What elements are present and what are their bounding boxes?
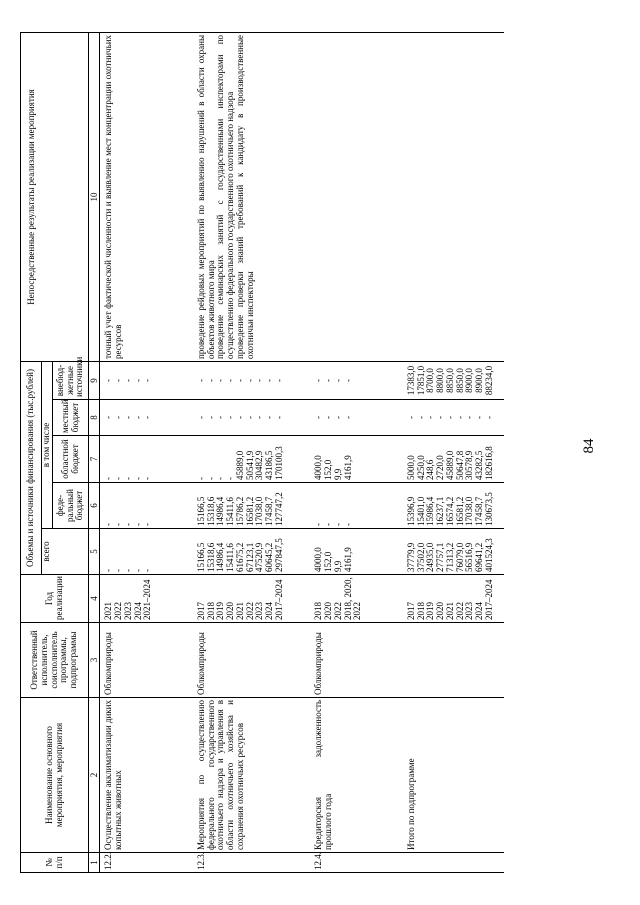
total-cell-value: - [142,569,153,572]
offbudget-cell-value: - [103,378,114,382]
measure-name [300,698,393,853]
header-incl: в том числе [42,361,53,528]
header-regional: областной бюджет [53,436,89,483]
measure-name-text: Осуществление акклиматизации диких копытных животных [103,700,124,850]
offbudget-cell-value: - [132,378,143,382]
local-cell-value: - [205,416,216,419]
local-cell-value: - [132,416,143,419]
offbudget-cell-value: - [273,378,284,382]
column-number: 5 [89,529,100,575]
header-offbudget: внебюд-жетные источники [53,361,89,399]
column-number: 1 [89,853,100,873]
regional-cell-value: 45889,0 [234,450,245,480]
local-cell [300,400,393,436]
table-row [393,32,504,872]
header-num: № п/п [21,853,89,873]
local-cell-value: - [454,416,465,419]
local-cell-value: - [323,416,334,419]
page-number: 84 [581,438,597,454]
result-item: проведение семинарских занятий с государственными инспекторами по осуществлению федерального государственного охотничьего надзора [215,34,236,359]
local-cell-value: - [406,416,416,419]
federal-cell-value: 15411,6 [225,497,236,526]
year-cell [300,575,393,623]
offbudget-cell-value: 8700,0 [425,368,436,393]
regional-cell-value: 248,6 [425,459,436,480]
total-cell-value: 71313,2 [444,542,455,572]
total-cell-value: 9,9 [332,560,343,572]
total-cell-value: - [113,569,124,572]
header-results: Непосредственные результаты реализации мероприятия [21,32,89,361]
row-number: 12.2. [100,853,183,873]
year-cell-value: 2022 [332,602,343,620]
offbudget-cell-value: - [234,378,245,382]
local-cell-value: - [444,416,455,419]
column-number: 4 [89,575,100,623]
column-number: 2 [89,698,100,853]
header-name: Наименование основного мероприятия, мероприятия [21,698,89,853]
federal-cell-value: - [323,523,334,526]
local-cell-value: - [122,416,133,419]
year-cell-value: 2024 [263,602,274,620]
offbudget-cell [393,361,504,399]
year-cell-value: 2023 [464,602,475,620]
total-cell-value: 60645,2 [263,542,274,572]
measure-name [183,698,300,853]
regional-cell-value: 9,9 [332,468,343,480]
federal-cell [100,483,183,529]
year-cell-value: 2019 [215,602,226,620]
offbudget-cell-value: - [323,378,334,382]
column-number: 7 [89,436,100,483]
rotated-page [20,33,494,873]
regional-cell-value: - [215,477,226,480]
regional-cell-value: - [205,477,216,480]
table-row [183,32,300,872]
regional-cell-value: 4250,0 [415,455,426,480]
offbudget-cell-value: - [254,378,265,382]
federal-cell-value: 17038,0 [464,496,475,526]
total-cell-value: 15318,6 [205,542,216,572]
total-cell-value: 76079,0 [454,542,465,572]
total-cell-value: 69641,2 [474,542,485,572]
federal-cell-value: 16581,2 [454,496,465,526]
year-cell-value: 2020 [225,602,236,620]
header-funding-group: Объемы и источники финансирования (тыс.рублей) [21,361,42,574]
regional-cell [393,436,504,483]
year-cell [183,575,300,623]
column-number: 9 [89,361,100,399]
regional-cell-value: - [142,477,153,480]
measure-name [393,698,504,853]
year-cell-value: 2024 [132,602,143,620]
federal-cell-value: 17038,0 [254,496,265,526]
federal-cell-value: - [132,523,143,526]
year-cell-value: 2023 [122,602,133,620]
regional-cell-value: - [225,477,236,480]
responsible-executor: Облкомприроды [300,623,393,698]
federal-cell-value: 17458,7 [474,496,485,526]
regional-cell-value: 50541,9 [244,450,255,480]
row-number: 12.3. [183,853,300,873]
year-cell-value: 2020 [435,602,446,620]
regional-cell-value: 4000,0 [313,455,324,480]
year-cell-value: 2021 [444,602,455,620]
offbudget-cell [300,361,393,399]
result-item: точный учет фактической численности и выявление мест концентрации охотничьих ресурсов [103,34,124,359]
local-cell-value: - [474,416,485,419]
local-cell-value: - [332,416,343,419]
year-cell-value: 2017–2024 [273,579,284,620]
total-cell [100,529,183,575]
year-cell-value: 2021 [234,602,245,620]
federal-cell-value: - [313,523,324,526]
local-cell-value: - [225,416,236,419]
federal-cell-value: - [342,523,353,526]
offbudget-cell-value: 8850,0 [444,368,455,393]
federal-cell-value: - [113,523,124,526]
offbudget-cell-value: - [342,378,353,382]
local-cell [183,400,300,436]
column-number: 6 [89,483,100,529]
total-cell-value: 14986,4 [215,542,226,572]
year-cell-value: 2017 [195,602,206,620]
federal-cell-value: - [332,523,343,526]
regional-cell-value: 182616,8 [483,446,494,480]
total-cell-value: 15166,5 [195,542,206,572]
federal-cell-value: 17458,7 [263,496,274,526]
responsible-executor: Облкомприроды [183,623,300,698]
total-cell-value: 56516,9 [464,542,475,572]
offbudget-cell-value: 17851,0 [415,365,426,396]
total-cell-value: 4000,0 [313,547,324,572]
local-cell-value: - [273,416,284,419]
year-cell-value: 2017–2024 [483,579,494,620]
total-cell-value: 67123,1 [244,542,255,572]
total-cell-value: 24935,0 [425,542,436,572]
column-number: 10 [89,32,100,361]
offbudget-cell-value: 8800,0 [435,368,446,393]
total-cell-value: - [103,569,114,572]
year-cell [100,575,183,623]
offbudget-cell-value: 88234,0 [483,365,494,396]
local-cell-value: - [415,416,426,419]
local-cell [393,400,504,436]
local-cell-value: - [234,416,245,419]
responsible-executor: Облкомприроды [100,623,183,698]
federal-cell-value: 15786,2 [234,496,245,526]
result-item: проведение проверки знаний требований к кандидату в производственные охотничьи инспекторы [234,34,255,359]
local-cell-value: - [342,416,353,419]
header-total: всего [42,529,89,575]
local-cell-value: - [483,416,494,419]
federal-cell-value: 130673,5 [483,492,494,526]
federal-cell-value: 16581,2 [244,496,255,526]
year-cell-value: 2022 [454,602,465,620]
regional-cell-value: - [103,477,114,480]
offbudget-cell-value: - [195,378,206,382]
results-cell [183,32,300,361]
offbudget-cell-value: - [332,378,343,382]
total-cell-value: 27757,1 [435,542,446,572]
total-cell-value: 152,0 [323,551,334,572]
federal-cell [393,483,504,529]
offbudget-cell-value: - [225,378,236,382]
year-cell-value: 2018 [415,602,426,620]
federal-cell-value: 16574,2 [444,496,455,526]
local-cell-value: - [142,416,153,419]
regional-cell-value: - [122,477,133,480]
year-cell [393,575,504,623]
offbudget-cell-value: 8900,0 [464,368,475,393]
row-number: 12.4. [300,853,393,873]
regional-cell-value: 4161,9 [342,455,353,480]
local-cell-value: - [113,416,124,419]
header-local: местный бюджет [53,400,89,436]
federal-cell-value: 127747,2 [273,492,284,526]
offbudget-cell-value: - [313,378,324,382]
offbudget-cell-value: - [122,378,133,382]
regional-cell-value: 30482,9 [254,450,265,480]
total-cell [300,529,393,575]
year-cell-value: 2017 [406,602,416,620]
local-cell-value: - [313,416,324,419]
results-cell [100,32,183,361]
regional-cell-value: 170100,3 [273,446,284,480]
offbudget-cell [183,361,300,399]
year-cell-value: 2022 [113,602,124,620]
table-row [100,32,183,872]
year-cell-value: 2023 [254,602,265,620]
regional-cell-value: 2720,0 [435,455,446,480]
year-cell-value: 2020 [323,602,334,620]
offbudget-cell-value: - [263,378,274,382]
local-cell-value: - [425,416,436,419]
local-cell-value: - [263,416,274,419]
year-cell-value: 2019 [425,602,436,620]
year-cell-value: 2022 [244,602,255,620]
header-responsible: Ответственный исполнитель, соисполнитель программы, подпрограммы [21,623,89,698]
year-cell-value: 2018 [313,602,324,620]
results-cell [393,32,504,361]
local-cell-value: - [244,416,255,419]
result-item: проведение рейдовых мероприятий по выявлению нарушений в области охраны объектов животного мира [195,34,216,359]
federal-cell [183,483,300,529]
measure-name-text: Итого по подпрограмме [406,758,416,850]
regional-cell [183,436,300,483]
local-cell-value: - [254,416,265,419]
federal-cell-value: - [103,523,114,526]
year-cell-value: 2018, 2020, 2022 [342,577,363,620]
local-cell-value: - [435,416,446,419]
row-number [393,853,504,873]
total-cell-value: - [122,569,133,572]
header-year: Год реализации [21,575,89,623]
federal-cell-value: 16237,1 [435,496,446,526]
local-cell-value: - [215,416,226,419]
total-cell-value: 4161,9 [342,547,353,572]
regional-cell-value: 50647,8 [454,450,465,480]
federal-cell [300,483,393,529]
offbudget-cell-value: 17383,0 [406,365,416,396]
column-number: 8 [89,400,100,436]
offbudget-cell-value: - [215,378,226,382]
federal-cell-value: - [142,523,153,526]
measure-name-text: Кредиторская задолженность прошлого года [313,700,334,850]
year-cell-value: 2021 [103,602,114,620]
regional-cell-value: - [132,477,143,480]
regional-cell [100,436,183,483]
total-cell-value: 37502,0 [415,542,426,572]
total-cell-value: 61675,2 [234,542,245,572]
header-federal: феде-ральный бюджет [53,483,89,529]
regional-cell-value: 43186,5 [263,450,274,480]
regional-cell-value: 43282,5 [474,450,485,480]
offbudget-cell-value: 8850,0 [454,368,465,393]
year-cell-value: 2018 [205,602,216,620]
year-cell-value: 2021–2024 [142,579,153,620]
total-cell-value: 47520,9 [254,542,265,572]
regional-cell-value: 45889,0 [444,450,455,480]
local-cell [100,400,183,436]
table-row [300,32,393,872]
federal-cell-value: - [122,523,133,526]
total-cell-value: 401524,3 [483,538,494,572]
measure-name [100,698,183,853]
measure-name-text: Мероприятия по осуществлению федерального государственного охотничьего надзора и управления в области охотничьего хозяйства и сохранения охотничьих ресурсов [195,700,245,850]
federal-cell-value: 15166,5 [195,496,206,526]
table-body [100,32,505,872]
regional-cell [300,436,393,483]
regional-cell-value: 5000,0 [406,455,416,480]
offbudget-cell-value: - [142,378,153,382]
regional-cell-value: - [195,477,206,480]
total-cell-value: 37779,9 [406,542,416,572]
funding-table [20,32,504,873]
federal-cell-value: 15318,6 [205,496,216,526]
total-cell [183,529,300,575]
year-cell-value: 2024 [474,602,485,620]
local-cell-value: - [464,416,475,419]
federal-cell-value: 15396,9 [406,496,416,526]
results-cell [300,32,393,361]
federal-cell-value: 15986,4 [425,496,436,526]
total-cell-value: 297847,5 [273,538,284,572]
total-cell-value: - [132,569,143,572]
responsible-executor [393,623,504,698]
offbudget-cell-value: - [205,378,216,382]
total-cell-value: 15411,6 [225,543,236,572]
regional-cell-value: 30578,9 [464,450,475,480]
total-cell [393,529,504,575]
federal-cell-value: 15401,0 [415,496,426,526]
column-number: 3 [89,623,100,698]
regional-cell-value: - [113,477,124,480]
offbudget-cell-value: - [244,378,255,382]
offbudget-cell [100,361,183,399]
offbudget-cell-value: - [113,378,124,382]
local-cell-value: - [195,416,206,419]
regional-cell-value: 152,0 [323,459,334,480]
federal-cell-value: 14986,4 [215,496,226,526]
local-cell-value: - [103,416,114,419]
offbudget-cell-value: 8900,0 [474,368,485,393]
